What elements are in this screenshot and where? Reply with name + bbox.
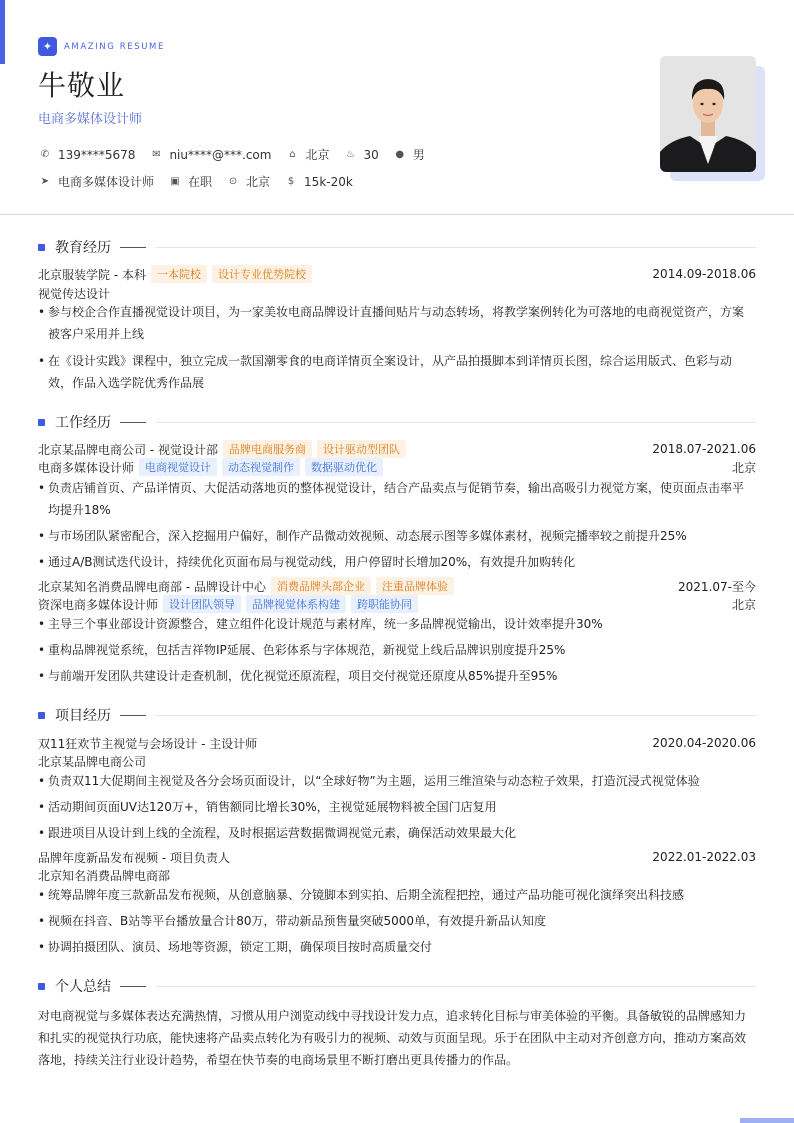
work-bullet: [38, 551, 756, 573]
school-tag: 设计专业优势院校: [212, 265, 312, 283]
bullet-text: 均提升18%: [48, 503, 111, 517]
user-icon: ●: [395, 149, 405, 160]
role-tag: 电商视觉设计: [139, 458, 217, 476]
bullet-text: 跟进项目从设计到上线的全流程，及时根据运营数据微调视觉元素，确保活动效果最大化: [48, 826, 517, 840]
work-place: 北京: [731, 597, 756, 612]
bullet-text: 与前端开发团队共建设计走查机制，优化视觉还原流程，项目交付视觉还原度从85%提升至95%: [48, 669, 558, 683]
bullet-text: 参与校企合作直播视觉设计项目，为一家美妆电商品牌设计直播间贴片与动态转场，将教学案例转化为可落地的电商视觉资产，方案: [48, 305, 745, 319]
education-major: 视觉传达设计: [38, 287, 111, 301]
bullet-text: 主导三个事业部设计资源整合，建立组件化设计规范与素材库，统一多品牌视觉输出，设计效率提升30%: [48, 617, 603, 631]
project-row: [38, 848, 756, 866]
work-bullet: [38, 477, 756, 521]
bullet-text: 重构品牌视觉系统，包括吉祥物IP延展、色彩体系与字体规范，新视觉上线后品牌识别度提升25%: [48, 643, 566, 657]
section-rule: [156, 422, 756, 423]
section-title: 项目经历: [55, 708, 111, 724]
section-marker: [38, 983, 45, 990]
role-tag: 设计团队领导: [163, 595, 241, 613]
education-bullet: [38, 350, 756, 394]
send-icon: ➤: [40, 176, 50, 187]
section-summary: [38, 976, 756, 996]
role-tag: 跨职能协同: [351, 595, 418, 613]
age-item: [343, 148, 378, 162]
bullet-text: 统筹品牌年度三款新品发布视频，从创意脑暴、分镜脚本到实拍、后期全流程把控，通过产品功能可视化演绎突出科技感: [48, 888, 685, 902]
section-marker: [38, 244, 45, 251]
work-role-row: [38, 595, 756, 613]
work-date: 2021.07-至今: [678, 579, 756, 594]
phone-text: 139****5678: [58, 147, 136, 162]
section-marker: [38, 419, 45, 426]
company-tag: 设计驱动型团队: [317, 440, 406, 458]
work-company-row: [38, 440, 756, 458]
section-title: 个人总结: [55, 979, 111, 995]
section-rule: [156, 247, 756, 248]
section-rule: [156, 715, 756, 716]
gender-text: 男: [412, 148, 425, 162]
status-item: [168, 173, 212, 190]
education-bullet: [38, 301, 756, 345]
bullet-text: 负责店铺首页、产品详情页、大促活动落地页的整体视觉设计，结合产品卖点与促销节奏，输出高吸引力视觉方案，使页面点击率平: [48, 481, 745, 495]
location-pin-icon: ⊙: [228, 176, 238, 187]
profile-photo: [660, 56, 756, 172]
salary-item: [284, 175, 353, 189]
project-org: 北京知名消费品牌电商部: [38, 869, 171, 883]
company-name: 北京某品牌电商公司 - 视觉设计部: [38, 442, 218, 457]
section-project: [38, 705, 756, 725]
home-icon: ⌂: [289, 149, 296, 160]
summary-text: 对电商视觉与多媒体表达充满热情，习惯从用户浏览动线中寻找设计发力点，追求转化目标与审美体验的平衡。具备敏锐的品牌感知力和扎实的视觉执行功底，能快速将产品卖点转化为有吸引力的视频、动效与页面呈现。乐于在团队中主动对齐创意方向，推动方案高效落地，持续关注行业设计趋势，希望在快节奏的电商场景里不断打磨出更具传播力的作品。: [38, 1009, 747, 1067]
section-marker: [38, 712, 45, 719]
bullet-text: 通过A/B测试迭代设计，持续优化页面布局与视觉动线，用户停留时长增加20%，有效提升加购转化: [48, 555, 576, 569]
bullet-text: 被客户采用并上线: [48, 327, 145, 341]
job-intent-row: [38, 173, 367, 190]
bullet-text: 协调拍摄团队、演员、场地等资源，锁定工期，确保项目按时高质量交付: [48, 940, 433, 954]
section-work: [38, 412, 756, 432]
work-place: 北京: [731, 460, 756, 475]
project-bullet: [38, 822, 756, 844]
project-bullet: [38, 770, 756, 792]
project-org: 北京某品牌电商公司: [38, 755, 147, 769]
company-tag: 品牌电商服务商: [223, 440, 312, 458]
company-tag: 消费品牌头部企业: [271, 577, 371, 595]
status-text: 在职: [188, 175, 213, 189]
role-tag: 动态视觉制作: [222, 458, 300, 476]
section-dash: [120, 715, 146, 716]
age-text: 30: [363, 147, 379, 162]
project-date: 2020.04-2020.06: [652, 736, 756, 750]
gender-item: [393, 146, 425, 163]
role-name: 资深电商多媒体设计师: [38, 597, 159, 612]
section-dash: [120, 247, 146, 248]
bullet-text: 效，作品入选学院优秀作品展: [48, 376, 205, 390]
bottom-accent-bar: [740, 1118, 794, 1123]
phone-icon: ✆: [40, 149, 50, 160]
bullet-text: 活动期间页面UV达120万+，销售额同比增长30%，主视觉延展物料被全国门店复用: [48, 800, 497, 814]
work-company-row: [38, 577, 756, 595]
project-bullet: [38, 936, 756, 958]
project-name: 双11狂欢节主视觉与会场设计 - 主设计师: [38, 736, 258, 751]
work-bullet: [38, 613, 756, 635]
project-name: 品牌年度新品发布视频 - 项目负责人: [38, 850, 230, 865]
work-date: 2018.07-2021.06: [652, 442, 756, 456]
candidate-title: 电商多媒体设计师: [38, 112, 143, 127]
section-education: [38, 237, 756, 257]
coin-icon: $: [287, 176, 295, 187]
bullet-text: 负责双11大促期间主视觉及各分会场页面设计，以“全球好物”为主题，运用三维渲染与动态粒子效果，打造沉浸式视觉体验: [48, 774, 700, 788]
target-item: [38, 173, 154, 190]
city-text: 北京: [305, 148, 330, 162]
school-tag: 一本院校: [151, 265, 207, 283]
location-item: [226, 173, 270, 190]
project-row: [38, 734, 756, 752]
education-school-row: [38, 265, 756, 283]
role-tag: 数据驱动优化: [305, 458, 383, 476]
project-date: 2022.01-2022.03: [652, 850, 756, 864]
role-tag: 品牌视觉体系构建: [246, 595, 346, 613]
cake-icon: ♨: [345, 149, 355, 160]
section-rule: [156, 986, 756, 987]
bullet-text: 与市场团队紧密配合，深入挖掘用户偏好，制作产品微动效视频、动态展示图等多媒体素材，视频完播率较之前提升25%: [48, 529, 687, 543]
role-name: 电商多媒体设计师: [38, 460, 135, 475]
section-dash: [120, 422, 146, 423]
candidate-name: 牛敬业: [38, 69, 126, 102]
portrait-image: [660, 56, 756, 172]
target-text: 电商多媒体设计师: [58, 175, 155, 189]
email-item: [149, 148, 271, 162]
location-text: 北京: [246, 175, 271, 189]
brand: [38, 37, 165, 56]
project-bullet: [38, 884, 756, 906]
mail-icon: ✉: [152, 149, 161, 160]
bullet-text: 在《设计实践》课程中，独立完成一款国潮零食的电商详情页全案设计，从产品拍摄脚本到详情页长图，综合运用版式、色彩与动: [48, 354, 733, 368]
work-bullet: [38, 665, 756, 687]
resume-header: [0, 0, 794, 215]
section-dash: [120, 986, 146, 987]
school-name: 北京服装学院 - 本科: [38, 267, 146, 282]
sparkle-icon: ✦: [38, 37, 57, 56]
work-bullet: [38, 525, 756, 547]
company-tag: 注重品牌体验: [376, 577, 454, 595]
project-bullet: [38, 796, 756, 818]
salary-text: 15k-20k: [304, 174, 353, 189]
company-name: 北京某知名消费品牌电商部 - 品牌设计中心: [38, 579, 266, 594]
email-text: niu****@***.com: [169, 147, 272, 162]
section-title: 教育经历: [55, 240, 111, 256]
brand-text: AMAZING RESUME: [64, 41, 165, 52]
work-role-row: [38, 458, 756, 476]
project-bullet: [38, 910, 756, 932]
contact-row: [38, 146, 439, 163]
briefcase-icon: ▣: [170, 176, 180, 187]
phone-item: [38, 148, 135, 162]
section-title: 工作经历: [55, 415, 111, 431]
city-item: [285, 146, 329, 163]
work-bullet: [38, 639, 756, 661]
bullet-text: 视频在抖音、B站等平台播放量合计80万，带动新品预售量突破5000单，有效提升新品认知度: [48, 914, 547, 928]
education-date: 2014.09-2018.06: [652, 267, 756, 281]
